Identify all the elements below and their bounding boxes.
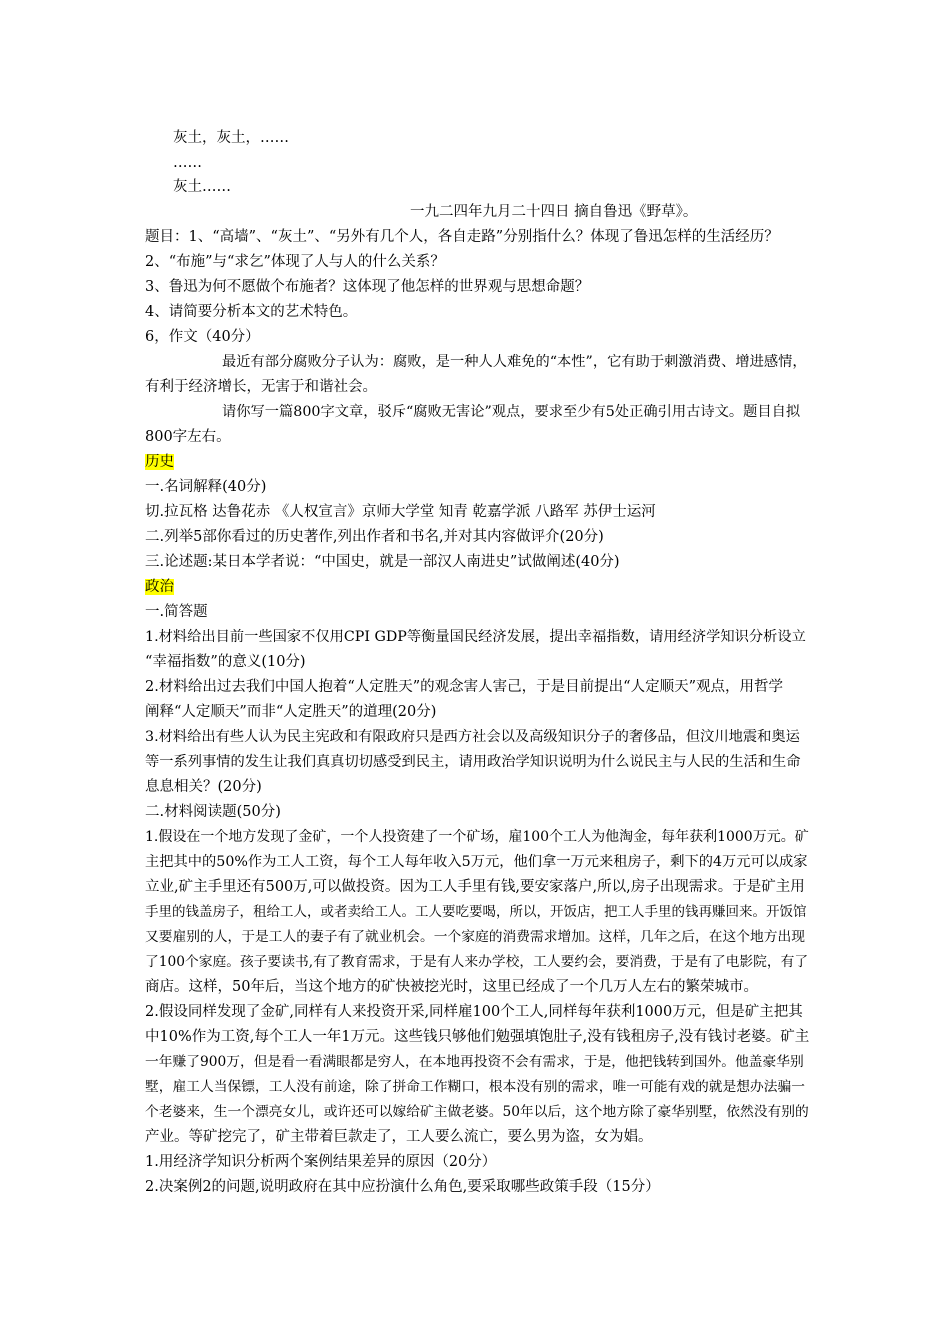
question-6: 6，作文（40分） <box>145 329 260 345</box>
politics-section: 二.材料阅读题(50分) <box>145 804 281 820</box>
history-heading <box>145 452 174 472</box>
case-1-text: 了100个家庭。孩子要读书,有了教育需求，于是有人来办学校，工人要约会，要消费，于是有了电影院，有了 <box>145 954 809 970</box>
politics-question: 2.材料给出过去我们中国人抱着“人定胜天”的观念害人害己，于是目前提出“人定顺天”观点，用哲学 <box>145 679 783 695</box>
politics-section: 一.简答题 <box>145 604 208 620</box>
date-source: 一九二四年九月二十四日 摘自鲁迅《野草》。 <box>410 204 698 220</box>
case-2-text: 中10%作为工资,每个工人一年1万元。这些钱只够他们勉强填饱肚子,没有钱租房子,没有钱讨老婆。矿主 <box>145 1029 810 1045</box>
history-section: 三.论述题:某日本学者说：“中国史，就是一部汉人南进史”试做阐述(40分) <box>145 554 620 570</box>
question-3: 3、鲁迅为何不愿做个布施者？这体现了他怎样的世界观与思想命题？ <box>145 279 590 295</box>
question-2: 2、“布施”与“求乞”体现了人与人的什么关系？ <box>145 254 445 270</box>
question-1: 题目：1、“高墙”、“灰土”、“另外有几个人，各自走路”分别指什么？体现了鲁迅怎样的生活经历？ <box>145 229 779 245</box>
politics-heading-text: 政治 <box>145 579 174 595</box>
case-2-text: 墅，雇工人当保镖，工人没有前途，除了拼命工作糊口，根本没有别的需求，唯一可能有戏的就是想办法骗一 <box>145 1079 806 1095</box>
history-section: 一.名词解释(40分) <box>145 479 267 495</box>
poem-line: …… <box>173 155 202 171</box>
politics-heading <box>145 577 174 597</box>
case-1-text: 主把其中的50%作为工人工资，每个工人每年收入5万元，他们拿一万元来租房子，剩下的4万元可以成家 <box>145 854 808 870</box>
case-1-text: 手里的钱盖房子，租给工人，或者卖给工人。工人要吃要喝，所以，开饭店，把工人手里的钱再赚回来。开饭馆 <box>145 904 807 920</box>
history-terms: 切.拉瓦格 达鲁花赤 《人权宣言》京师大学堂 知青 乾嘉学派 八路军 苏伊士运河 <box>145 504 656 520</box>
essay-paragraph: 有利于经济增长，无害于和谐社会。 <box>145 379 377 395</box>
case-2-text: 一年赚了900万，但是看一看满眼都是穷人，在本地再投资不会有需求，于是，他把钱转到国外。他盖豪华别 <box>145 1054 804 1070</box>
poem-line: 灰土，灰土，…… <box>173 130 289 146</box>
history-section: 二.列举5部你看过的历史著作,列出作者和书名,并对其内容做评介(20分) <box>145 529 604 545</box>
case-2-text: 产业。等矿挖完了，矿主带着巨款走了，工人要么流亡，要么男为盗，女为娼。 <box>145 1129 653 1145</box>
case-1-text: 又要雇别的人，于是工人的妻子有了就业机会。一个家庭的消费需求增加。这样，几年之后，在这个地方出现 <box>145 929 806 945</box>
case-2-text: 2.假设同样发现了金矿,同样有人来投资开采,同样雇100个工人,同样每年获利1000万元，但是矿主把其 <box>145 1004 803 1020</box>
history-heading-text: 历史 <box>145 454 174 470</box>
politics-question: 2.决案例2的问题,说明政府在其中应扮演什么角色,要采取哪些政策手段（15分） <box>145 1179 660 1195</box>
politics-question: “幸福指数”的意义(10分) <box>145 654 306 670</box>
case-1-text: 商店。这样，50年后，当这个地方的矿快被挖光时，这里已经成了一个几万人左右的繁荣城市。 <box>145 979 758 995</box>
essay-paragraph: 最近有部分腐败分子认为：腐败，是一种人人难免的“本性”，它有助于刺激消费、增进感情， <box>222 354 807 370</box>
politics-question: 1.材料给出目前一些国家不仅用CPI GDP等衡量国民经济发展，提出幸福指数，请用经济学知识分析设立 <box>145 629 806 645</box>
politics-question: 等一系列事情的发生让我们真真切切感受到民主，请用政治学知识说明为什么说民主与人民的生活和生命 <box>145 754 801 770</box>
politics-question: 阐释“人定顺天”而非“人定胜天”的道理(20分) <box>145 704 437 720</box>
politics-question: 1.用经济学知识分析两个案例结果差异的原因（20分） <box>145 1154 497 1170</box>
case-1-text: 1.假设在一个地方发现了金矿，一个人投资建了一个矿场，雇100个工人为他淘金，每年获利1000万元。矿 <box>145 829 809 845</box>
politics-question: 3.材料给出有些人认为民主宪政和有限政府只是西方社会以及高级知识分子的奢侈品，但汶川地震和奥运 <box>145 729 800 745</box>
case-2-text: 个老婆来，生一个漂亮女儿，或许还可以嫁给矿主做老婆。50年以后，这个地方除了豪华别墅，依然没有别的 <box>145 1104 809 1120</box>
poem-line: 灰土…… <box>173 179 231 195</box>
essay-paragraph: 请你写一篇800字文章，驳斥“腐败无害论”观点，要求至少有5处正确引用古诗文。题目自拟 <box>222 404 801 420</box>
essay-paragraph: 800字左右。 <box>145 429 231 445</box>
question-4: 4、请简要分析本文的艺术特色。 <box>145 304 358 320</box>
politics-question: 息息相关？(20分) <box>145 779 262 795</box>
case-1-text: 立业,矿主手里还有500万,可以做投资。因为工人手里有钱,要安家落户,所以,房子出现需求。于是矿主用 <box>145 879 805 895</box>
